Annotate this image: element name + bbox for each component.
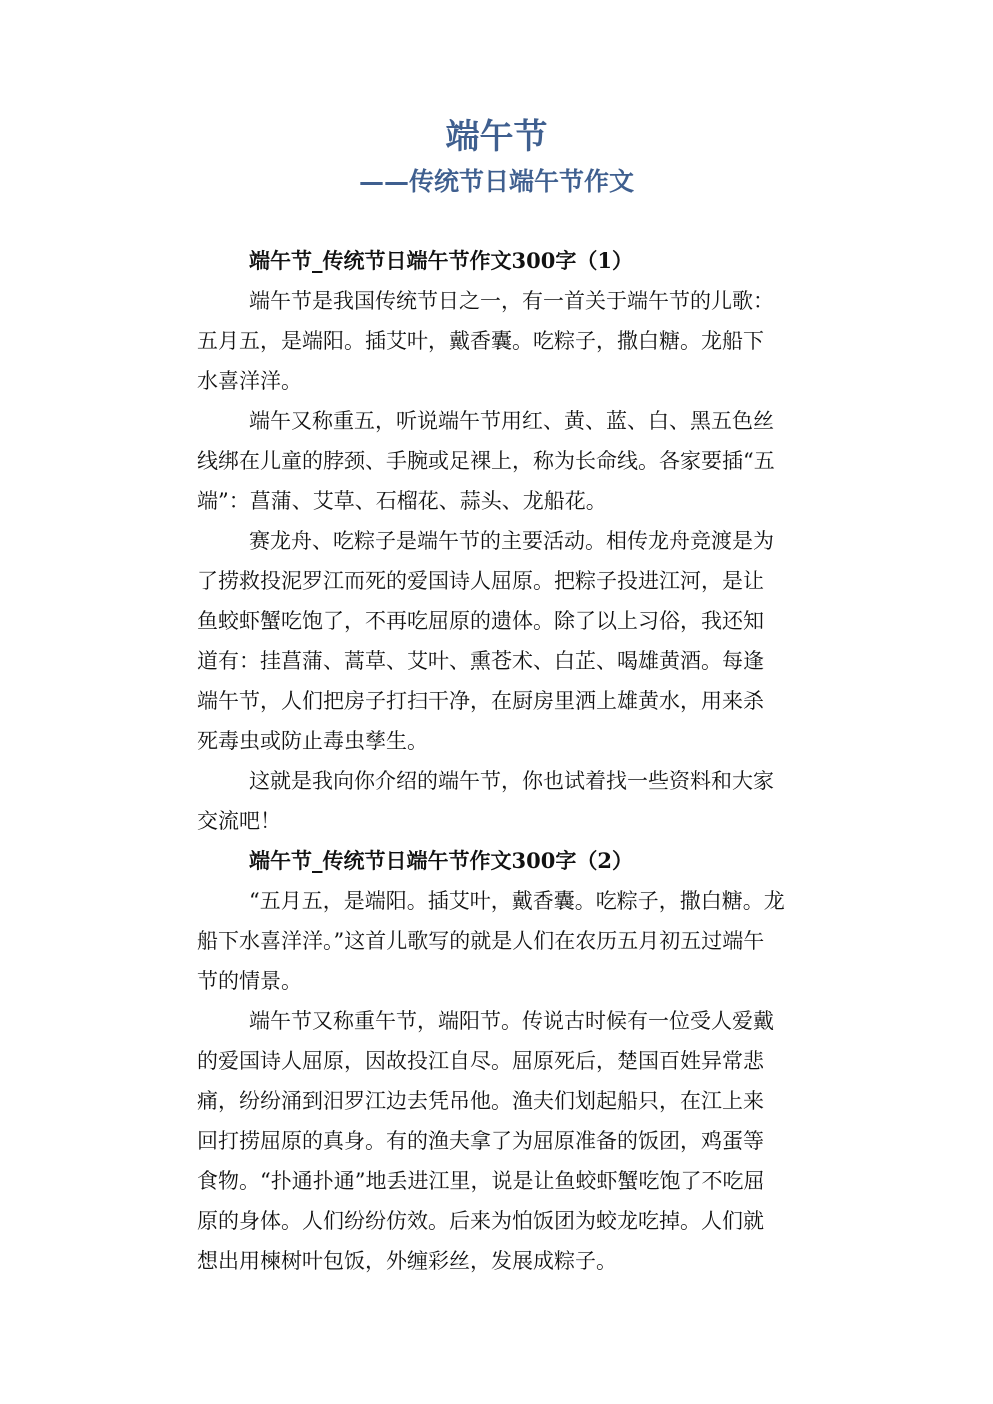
text-line: “五月五，是端阳。插艾叶，戴香囊。吃粽子，撒白糖。龙 (249, 889, 785, 913)
document-title: 端午节 (445, 117, 548, 157)
text-line: 端”：菖蒲、艾草、石榴花、蒜头、龙船花。 (197, 489, 607, 513)
section-heading-2: 端午节_传统节日端午节作文300字（2） (249, 848, 633, 873)
paragraph (197, 881, 837, 1001)
text-line: 这就是我向你介绍的端午节，你也试着找一些资料和大家 (249, 769, 774, 793)
text-line: 原的身体。人们纷纷仿效。后来为怕饭团为蛟龙吃掉。人们就 (197, 1209, 764, 1233)
paragraph (197, 401, 837, 521)
document-subtitle: ——传统节日端午节作文 (358, 167, 634, 196)
document-body (197, 241, 837, 1281)
paragraph (197, 521, 837, 761)
paragraph (197, 761, 837, 841)
text-line: 道有：挂菖蒲、蒿草、艾叶、熏苍术、白芷、喝雄黄酒。每逢 (197, 649, 764, 673)
text-line: 痛，纷纷涌到汨罗江边去凭吊他。渔夫们划起船只，在江上来 (197, 1089, 764, 1113)
text-line: 端午节，人们把房子打扫干净，在厨房里洒上雄黄水，用来杀 (197, 689, 764, 713)
text-line: 赛龙舟、吃粽子是端午节的主要活动。相传龙舟竞渡是为 (249, 529, 774, 553)
text-line: 的爱国诗人屈原，因故投江自尽。屈原死后，楚国百姓异常悲 (197, 1049, 764, 1073)
text-line: 死毒虫或防止毒虫孳生。 (197, 729, 428, 753)
paragraph (197, 1001, 837, 1281)
text-line: 水喜洋洋。 (197, 369, 302, 393)
text-line: 节的情景。 (197, 969, 302, 993)
text-line: 食物。“扑通扑通”地丢进江里，说是让鱼蛟虾蟹吃饱了不吃屈 (197, 1169, 765, 1193)
text-line: 线绑在儿童的脖颈、手腕或足裸上，称为长命线。各家要插“五 (197, 449, 775, 473)
text-line: 鱼蛟虾蟹吃饱了，不再吃屈原的遗体。除了以上习俗，我还知 (197, 609, 764, 633)
text-line: 端午节又称重午节，端阳节。传说古时候有一位受人爱戴 (249, 1009, 774, 1033)
text-line: 回打捞屈原的真身。有的渔夫拿了为屈原准备的饭团，鸡蛋等 (197, 1129, 764, 1153)
text-line: 五月五，是端阳。插艾叶，戴香囊。吃粽子，撒白糖。龙船下 (197, 329, 764, 353)
text-line: 想出用楝树叶包饭，外缠彩丝，发展成粽子。 (197, 1249, 617, 1273)
text-line: 船下水喜洋洋。”这首儿歌写的就是人们在农历五月初五过端午 (197, 929, 765, 953)
section-heading-1: 端午节_传统节日端午节作文300字（1） (249, 248, 633, 273)
text-line: 端午又称重五，听说端午节用红、黄、蓝、白、黑五色丝 (249, 409, 774, 433)
paragraph (197, 281, 837, 401)
text-line: 了捞救投泥罗江而死的爱国诗人屈原。把粽子投进江河，是让 (197, 569, 764, 593)
text-line: 交流吧！ (197, 809, 281, 833)
text-line: 端午节是我国传统节日之一，有一首关于端午节的儿歌： (249, 289, 774, 313)
